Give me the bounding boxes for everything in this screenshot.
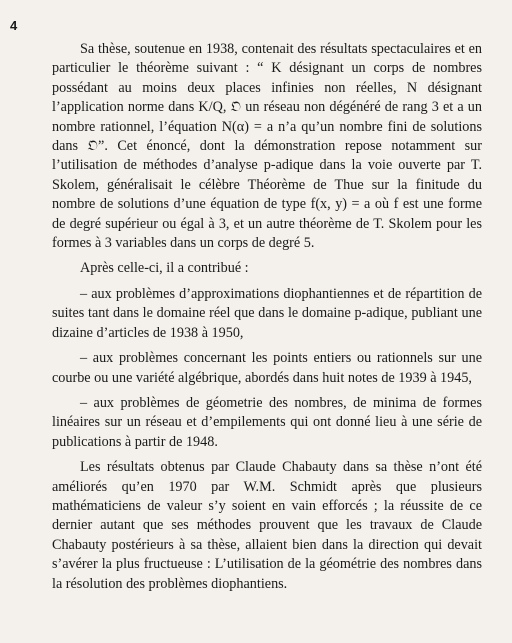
- body-text: [52, 40, 482, 594]
- paragraph-integer-points: – aux problèmes concernant les points entiers ou rationnels sur une courbe ou une variété algébrique, abordés dans huit notes de 1939 à 1945,: [52, 350, 482, 386]
- paragraph-thesis: Sa thèse, soutenue en 1938, contenait des résultats spectaculaires et en particulier le théorème suivant : “ K désignant un corps de nombres possédant au moins deux places infinies non réelles, N désignant l’application norme dans K/Q, 𝔒 un réseau non dégénéré de rang 3 et a un nombre rationnel, l’équation N(α) = a n’a qu’un nombre fini de solutions dans 𝔒”. Cet énoncé, dont la démonstration repose notamment sur l’utilisation de méthodes d’analyse p-adique dans la voie ouverte par T. Skolem, généralisait le célèbre Théorème de Thue sur la finitude du nombre de solutions d’une équation de type f(x, y) = a où f est une forme de degré supérieur ou égal à 3, et un autre théorème de T. Skolem pour les formes à 3 variables dans un corps de degré 5.: [52, 41, 482, 252]
- paragraph-contributions-intro: Après celle-ci, il a contribué :: [80, 260, 249, 277]
- page-number: 4: [10, 18, 18, 33]
- paragraph-results-schmidt: Les résultats obtenus par Claude Chabauty dans sa thèse n’ont été améliorés qu’en 1970 par W.M. Schmidt après que plusieurs mathématiciens de valeur s’y soient en vain efforcés ; la réussite de ce dernier autant que ses méthodes prouvent que les travaux de Claude Chabauty postérieurs à sa thèse, allaient bien dans la direction qui devait s’avérer la plus fructueuse : L’utilisation de la géométrie des nombres dans la résolution des problèmes diophantiens.: [52, 459, 482, 592]
- paragraph-diophantine-approximations: – aux problèmes d’approximations diophantiennes et de répartition de suites tant dans le domaine réel que dans le domaine p-adique, publiant une dizaine d’articles de 1938 à 1950,: [52, 285, 482, 341]
- paragraph-geometry-of-numbers: – aux problèmes de géometrie des nombres, de minima de formes linéaires sur un réseau et d’empilements qui ont donné lieu à une série de publications à partir de 1948.: [52, 394, 482, 450]
